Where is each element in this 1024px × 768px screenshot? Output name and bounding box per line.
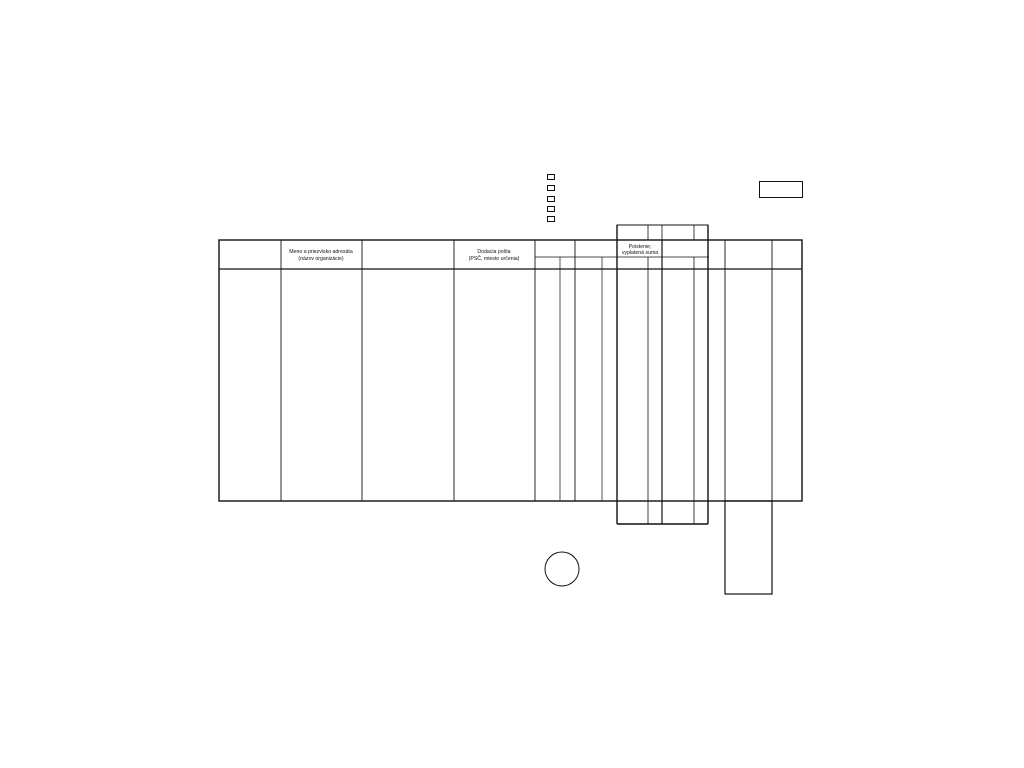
col-poistenie-1: Poistenie; [628, 244, 652, 250]
col-dodacia-1: Dodacia pošta [477, 249, 511, 255]
col-meno-1: Meno a priezvisko adresáta [289, 249, 353, 255]
services-box [725, 501, 772, 594]
col-meno-2: (názov organizácie) [298, 256, 344, 262]
col-dodacia-2: (PSČ, miesto určenia) [468, 256, 520, 262]
col-poistenie-2: vyplatená suma [621, 250, 659, 256]
stamp-circle [545, 552, 579, 586]
